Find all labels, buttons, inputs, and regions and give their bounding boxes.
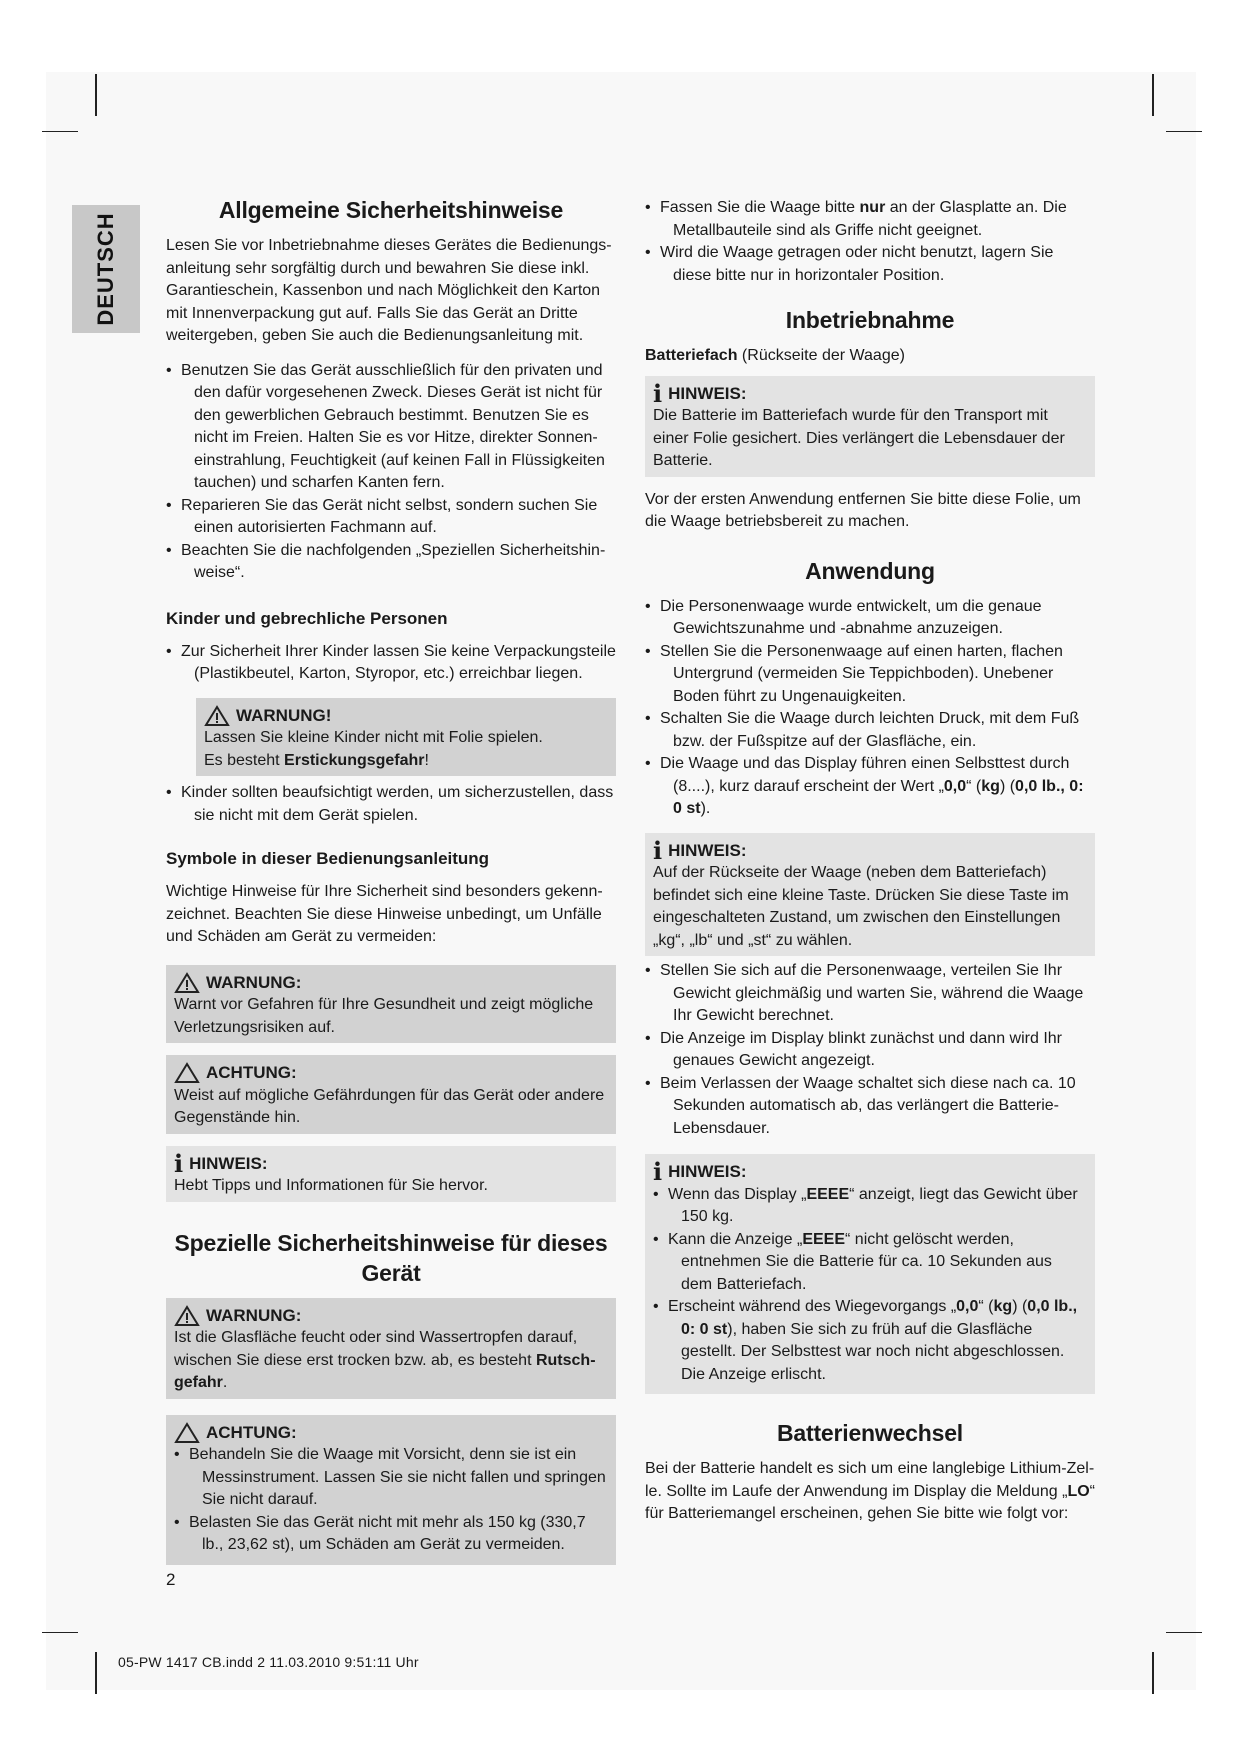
error-note-list <box>653 1184 1087 1387</box>
note-label: HINWEIS: <box>189 1153 268 1173</box>
caution-label: ACHTUNG: <box>206 1422 297 1442</box>
note-text: Auf der Rückseite der Waage (neben dem Batteriefach) befindet sich eine kleine Taste. Drücken Sie diese Taste im eingeschalteten Zustand, um zwischen den Einstellungen „kg“, „lb“ und „st“ zu wählen. <box>653 864 1069 949</box>
crop-mark <box>1166 131 1202 132</box>
symbols-heading: Symbole in dieser Bedienungsanleitung <box>166 849 490 868</box>
note-text: Die Batterie im Batteriefach wurde für den Transport mit einer Folie gesichert. Dies verlängert die Lebensdauer der Batterie. <box>653 407 1065 469</box>
list-item: • Stellen Sie sich auf die Personenwaage, verteilen Sie Ihr Gewicht gleichmäßig und warten Sie, während die Waage Ihr Gewicht berechnet. <box>645 960 1095 1028</box>
list-item: • Wird die Waage getragen oder nicht benutzt, lagern Sie diese bitte nur in horizontaler Position. <box>645 242 1095 287</box>
list-item: • Kinder sollten beaufsichtigt werden, um sicherzustellen, dass sie nicht mit dem Gerät spielen. <box>166 782 616 827</box>
info-icon: i <box>653 378 663 408</box>
caution-triangle-icon <box>174 1062 200 1084</box>
warning-triangle-icon <box>204 705 230 727</box>
crop-mark <box>95 1652 97 1694</box>
battery-compartment-line: Batteriefach (Rückseite der Waage) <box>645 347 905 364</box>
crop-mark <box>1152 74 1154 116</box>
crop-mark <box>42 131 78 132</box>
warning-triangle-icon <box>174 972 200 994</box>
usage-title: Anwendung <box>805 557 935 584</box>
setup-note-box <box>645 376 1095 477</box>
warning-label: WARNUNG: <box>206 972 302 992</box>
language-tab-label: DEUTSCH <box>93 212 118 326</box>
caution-label: ACHTUNG: <box>206 1063 297 1082</box>
note-label: HINWEIS: <box>668 383 747 403</box>
list-item: • Schalten Sie die Waage durch leichten Druck, mit dem Fuß bzw. der Fußspitze auf der Glasfläche, ein. <box>645 708 1095 753</box>
list-item: • Belasten Sie das Gerät nicht mit mehr als 150 kg (330,7 lb., 23,62 st), um Schäden am Gerät zu vermeiden. <box>174 1512 608 1557</box>
intro-paragraph: Lesen Sie vor Inbetriebnahme dieses Gerätes die Bedienungsanleitung sehr sorgfältig durch und bewahren Sie diese inkl. Garantieschein, Kassenbon und nach Möglichkeit den Karton mit Innenverpackung gut auf. Falls Sie das Gerät an Dritte weitergeben, geben Sie auch die Bedienungsanleitung mit. <box>166 237 612 344</box>
info-icon: i <box>174 1148 184 1178</box>
list-item: • Die Waage und das Display führen einen Selbsttest durch (8....), kurz darauf erscheint der Wert „0,0“ (kg) (0,0 lb., 0: 0 st). <box>645 753 1095 821</box>
special-warning-box <box>166 1298 616 1399</box>
crop-mark <box>1166 1632 1202 1633</box>
list-item: • Stellen Sie die Personenwaage auf einen harten, flachen Untergrund (vermeiden Sie Teppichboden). Unebener Boden führt zu Ungenauigkeiten. <box>645 641 1095 709</box>
children-warning-box <box>196 698 616 777</box>
special-safety-title: Spezielle Sicherheitshinweise für dieses Gerät <box>174 1229 608 1286</box>
crop-mark <box>95 74 97 116</box>
symbol-note-box <box>166 1146 616 1202</box>
children-list-2 <box>166 782 616 827</box>
info-icon: i <box>653 1157 663 1187</box>
usage-list <box>645 596 1095 821</box>
list-item: • Wenn das Display „EEEE“ anzeigt, liegt das Gewicht über 150 kg. <box>653 1184 1087 1229</box>
children-list <box>166 641 616 686</box>
list-item: • Die Personenwaage wurde entwickelt, um die genaue Gewichtszunahme und -abnahme anzuzeigen. <box>645 596 1095 641</box>
list-item: • Beim Verlassen der Waage schaltet sich diese nach ca. 10 Sekunden automatisch ab, das verlängert die Batterie-Lebensdauer. <box>645 1073 1095 1141</box>
list-item: • Reparieren Sie das Gerät nicht selbst, sondern suchen Sie einen autorisierten Fachmann auf. <box>166 495 616 540</box>
battery-change-text: Bei der Batterie handelt es sich um eine langlebige Lithium-Zelle. Sollte im Laufe der Anwendung im Display die Meldung „LO“ für Batteriemangel erscheinen, gehen Sie bitte wie folgt vor: <box>645 1460 1095 1522</box>
note-label: HINWEIS: <box>668 840 747 860</box>
symbol-caution-box <box>166 1055 616 1134</box>
print-slug: 05-PW 1417 CB.indd 2 11.03.2010 9:51:11 Uhr <box>118 1654 419 1670</box>
warning-triangle-icon <box>174 1305 200 1327</box>
crop-mark <box>42 1632 78 1633</box>
warning-text: Es besteht Erstickungsgefahr! <box>204 751 429 769</box>
caution-triangle-icon <box>174 1422 200 1444</box>
symbols-intro: Wichtige Hinweise für Ihre Sicherheit sind besonders gekennzeichnet. Beachten Sie diese Hinweise unbedingt, um Unfälle und Schäden am Gerät zu vermeiden: <box>166 883 603 945</box>
list-item: • Fassen Sie die Waage bitte nur an der Glasplatte an. Die Metallbauteile sind als Griffe nicht geeignet. <box>645 197 1095 242</box>
error-note-box <box>645 1154 1095 1394</box>
children-heading: Kinder und gebrechliche Personen <box>166 608 448 628</box>
general-safety-title: Allgemeine Sicherheitshinweise <box>218 197 564 223</box>
list-item: • Benutzen Sie das Gerät ausschließlich für den privaten und den dafür vorgesehenen Zweck. Dieses Gerät ist nicht für den gewerblichen Gebrauch bestimmt. Benutzen Sie es nicht im Freien. Halten Sie es vor Hitze, direkter Sonneneinstrahlung, Feuchtigkeit (auf keinen Fall in Flüssigkeiten tauchen) und scharfen Kanten fern. <box>166 360 616 495</box>
usage-note-box <box>645 833 1095 957</box>
right-column <box>645 197 1095 1538</box>
page-number: 2 <box>166 1570 176 1589</box>
left-column <box>166 195 616 1577</box>
list-item: • Zur Sicherheit Ihrer Kinder lassen Sie keine Verpackungsteile (Plastikbeutel, Karton, Styropor, etc.) erreichbar liegen. <box>166 641 616 686</box>
list-item: • Behandeln Sie die Waage mit Vorsicht, denn sie ist ein Messinstrument. Lassen Sie sie nicht fallen und springen Sie nicht darauf. <box>174 1444 608 1512</box>
list-item: • Die Anzeige im Display blinkt zunächst und dann wird Ihr genaues Gewicht angezeigt. <box>645 1028 1095 1073</box>
setup-title: Inbetriebnahme <box>785 307 955 333</box>
list-item: • Beachten Sie die nachfolgenden „Speziellen Sicherheitshinweise“. <box>166 540 616 585</box>
warning-label: WARNUNG: <box>206 1305 302 1325</box>
symbol-warning-box <box>166 965 616 1044</box>
usage-list-2 <box>645 960 1095 1140</box>
glass-list <box>645 197 1095 287</box>
warning-text: Ist die Glasfläche feucht oder sind Wassertropfen darauf, wischen Sie diese erst trocken bzw. ab, es besteht Rutschgefahr. <box>174 1329 596 1391</box>
warning-text: Lassen Sie kleine Kinder nicht mit Folie spielen. <box>204 729 543 746</box>
warning-text: Warnt vor Gefahren für Ihre Gesundheit und zeigt mögliche Verletzungsrisiken auf. <box>174 996 594 1036</box>
battery-change-title: Batterienwechsel <box>777 1420 963 1446</box>
warning-label: WARNUNG! <box>236 705 332 725</box>
safety-list <box>166 360 616 585</box>
note-label: HINWEIS: <box>668 1162 747 1181</box>
setup-text: Vor der ersten Anwendung entfernen Sie bitte diese Folie, um die Waage betriebsbereit zu machen. <box>645 490 1081 530</box>
list-item: • Kann die Anzeige „EEEE“ nicht gelöscht werden, entnehmen Sie die Batterie für ca. 10 Sekunden aus dem Batteriefach. <box>653 1229 1087 1297</box>
crop-mark <box>1152 1652 1154 1694</box>
list-item: • Erscheint während des Wiegevorgangs „0,0“ (kg) (0,0 lb., 0: 0 st), haben Sie sich zu früh auf die Glasfläche gestellt. Der Selbsttest war noch nicht abgeschlossen. Die Anzeige erlischt. <box>653 1296 1087 1386</box>
info-icon: i <box>653 835 663 865</box>
note-text: Hebt Tipps und Informationen für Sie hervor. <box>174 1177 488 1194</box>
special-caution-box <box>166 1415 616 1565</box>
caution-text: Weist auf mögliche Gefährdungen für das Gerät oder andere Gegenstände hin. <box>174 1086 605 1126</box>
caution-list <box>174 1444 608 1557</box>
